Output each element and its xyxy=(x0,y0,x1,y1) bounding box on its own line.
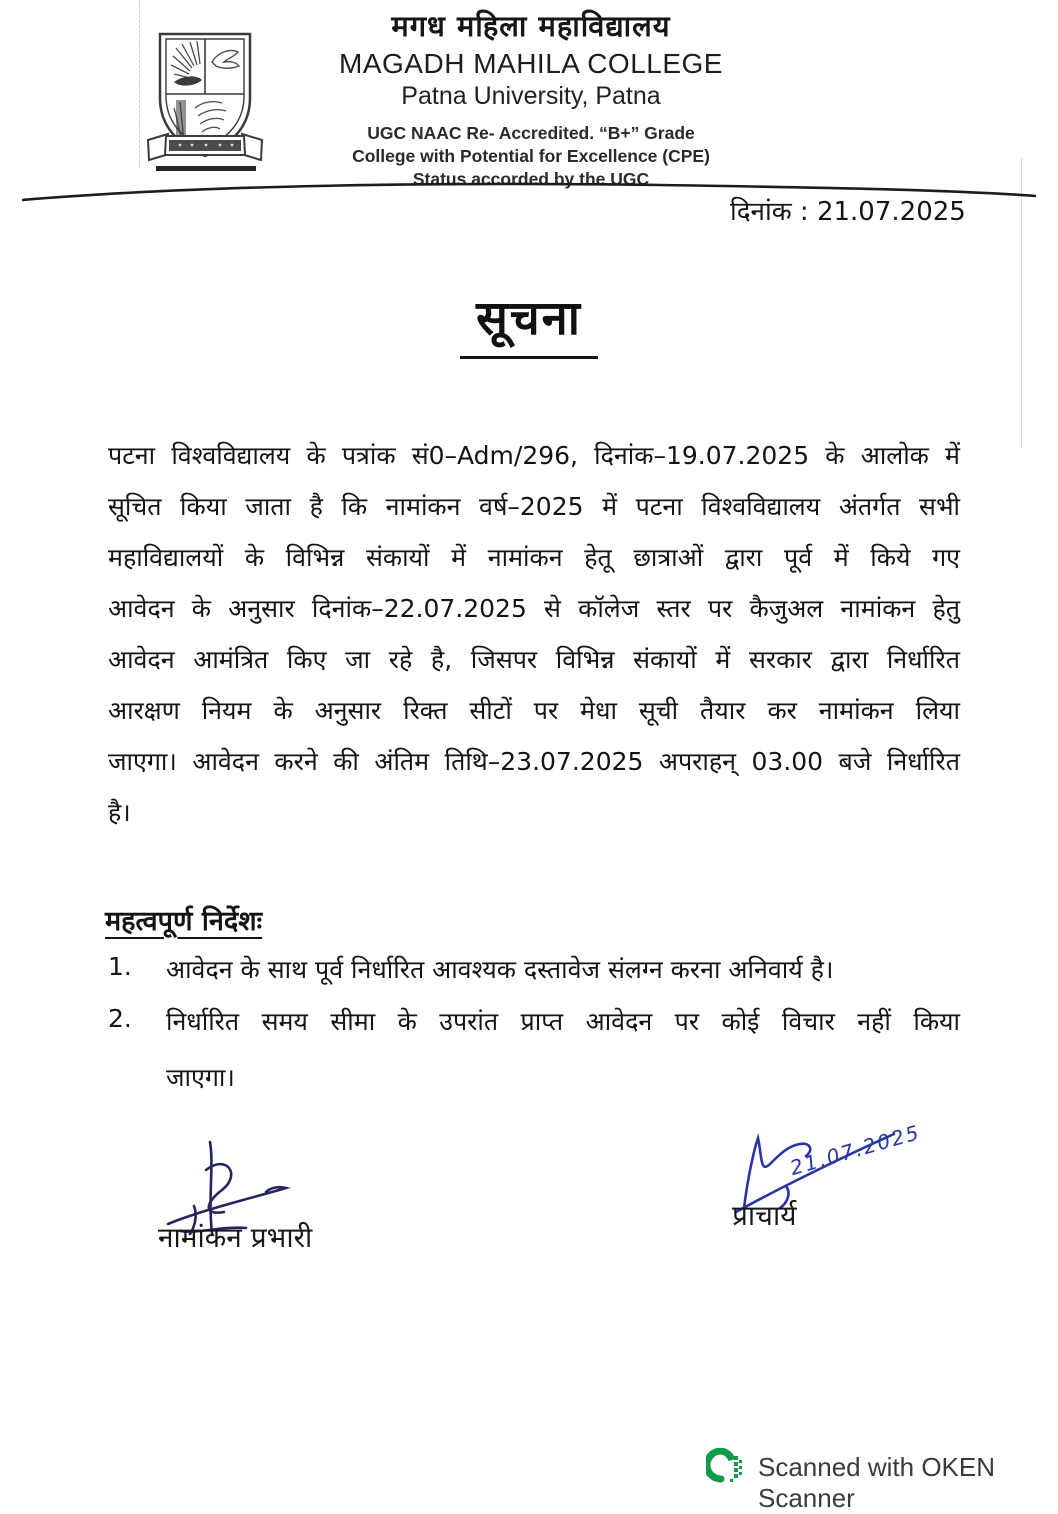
accreditation-line-3: Status accorded by the UGC xyxy=(412,169,650,189)
college-crest-icon xyxy=(140,24,270,174)
signature-right-title: प्राचार्य xyxy=(732,1199,797,1232)
instruction-number: 2. xyxy=(108,1004,132,1033)
body-line-6: आरक्षण नियम के अनुसार रिक्त सीटों पर मेधा सूची तैयार कर नामांकन लिया xyxy=(108,696,960,725)
college-crest-logo xyxy=(140,24,270,174)
signature-right-handwritten-date: 21.07.2025 xyxy=(787,1119,924,1181)
instruction-number: 1. xyxy=(108,952,132,981)
instruction-text: आवेदन के साथ पूर्व निर्धारित आवश्यक दस्तावेज संलग्न करना अनिवार्य है। xyxy=(166,955,834,984)
university-name: Patna University, Patna xyxy=(401,82,661,110)
instructions-heading: महत्वपूर्ण निर्देशः xyxy=(105,906,263,937)
notice-title: सूचना xyxy=(460,284,598,359)
body-line-4: आवेदन के अनुसार दिनांक–22.07.2025 से कॉलेज स्तर पर कैजुअल नामांकन हेतु xyxy=(108,594,960,623)
instruction-text xyxy=(166,1004,960,1094)
notice-body xyxy=(108,430,960,838)
signature-left-title: नामांकन प्रभारी xyxy=(158,1221,313,1254)
accreditation-line-2: College with Potential for Excellence (CPE) xyxy=(352,146,710,166)
body-line-7: जाएगा। आवेदन करने की अंतिम तिथि–23.07.2025 अपराहन् 03.00 बजे निर्धारित xyxy=(108,747,960,776)
instruction-text-line-1: निर्धारित समय सीमा के उपरांत प्राप्त आवेदन पर कोई विचार नहीं किया xyxy=(166,1007,960,1036)
instruction-text-line-2: जाएगा। xyxy=(166,1063,235,1092)
college-name-hindi: मगध महिला महाविद्यालय xyxy=(391,9,671,43)
body-line-1: पटना विश्वविद्यालय के पत्रांक सं0–Adm/296, दिनांक–19.07.2025 के आलोक में xyxy=(108,441,960,470)
accreditation-line-1: UGC NAAC Re- Accredited. “B+” Grade xyxy=(367,123,695,143)
letterhead xyxy=(268,6,794,190)
college-name-english: MAGADH MAHILA COLLEGE xyxy=(339,48,723,79)
body-line-5: आवेदन आमंत्रित किए जा रहे है, जिसपर विभिन्न संकायों में सरकार द्वारा निर्धारित xyxy=(108,645,960,674)
oken-scanner-icon xyxy=(706,1448,744,1486)
body-line-8: है। xyxy=(108,798,131,827)
body-line-3: महाविद्यालयों के विभिन्न संकायों में नामांकन हेतू छात्राओं द्वारा पूर्व में किये गए xyxy=(108,543,960,572)
notice-title-wrap xyxy=(0,284,1058,359)
scanner-watermark-text: Scanned with OKEN Scanner xyxy=(758,1452,996,1513)
instruction-item-2 xyxy=(108,1004,960,1094)
instruction-item-1 xyxy=(108,952,960,986)
notice-date: दिनांक : 21.07.2025 xyxy=(730,197,966,227)
body-line-2: सूचित किया जाता है कि नामांकन वर्ष–2025 में पटना विश्वविद्यालय अंतर्गत सभी xyxy=(108,492,960,521)
